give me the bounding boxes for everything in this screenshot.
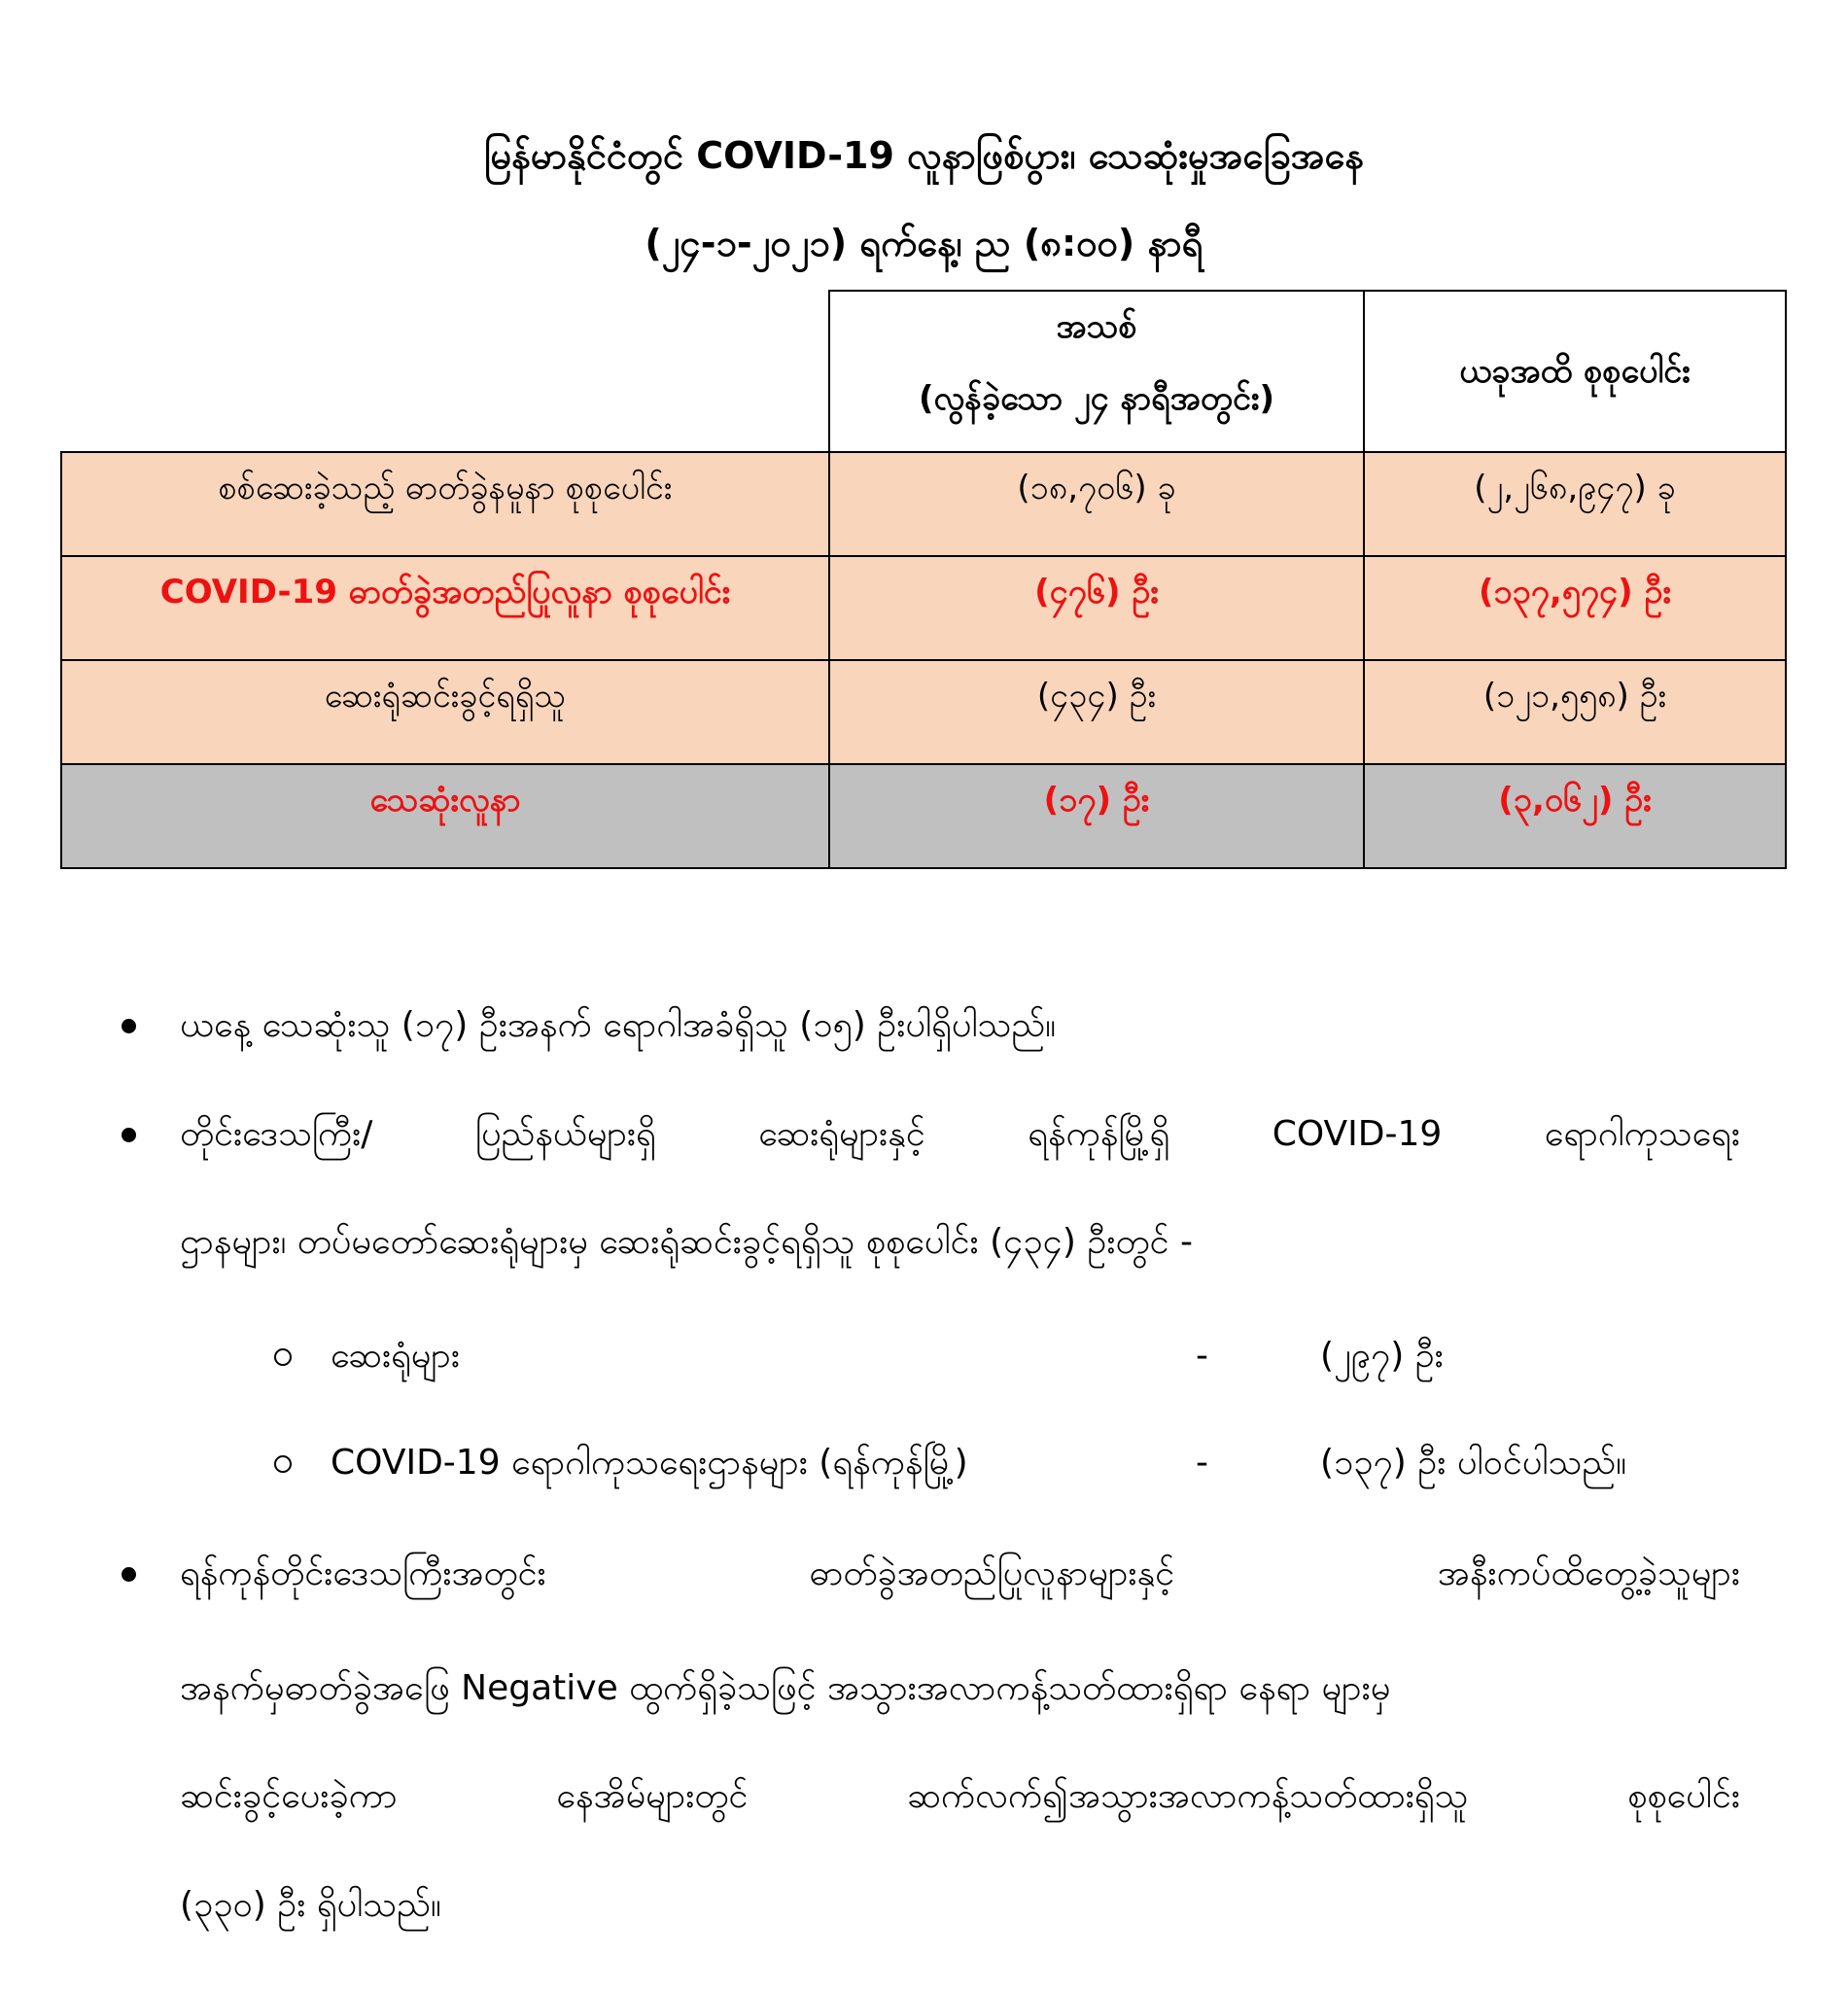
word: ဆေးရုံများနှင့် [758,1114,925,1154]
bullet-dot-icon [122,1128,136,1142]
row-new-value: (၄၇၆) ဦး [829,556,1364,660]
word: အနီးကပ်ထိတွေ့ခဲ့သူများ [1437,1554,1740,1593]
table-row [61,452,1786,556]
sub-bullet-circle-icon [274,1348,292,1366]
note-2-line-2: ဌာနများ၊ တပ်မတော်ဆေးရုံများမှ ဆေးရုံဆင်းခွင့်ရရှိသူ စုစုပေါင်း (၄၃၄) ဦးတွင် - [180,1222,1193,1262]
row-total-value: (၃,၀၆၂) ဦး [1364,764,1786,868]
word: နေအိမ်များတွင် [556,1776,749,1816]
row-total-value: (၁၃၇,၅၇၄) ဦး [1364,556,1786,660]
sub-item-1-dash: - [1196,1336,1208,1376]
header-total: ယခုအထိ စုစုပေါင်း [1364,291,1786,452]
bullet-dot-icon [122,1567,136,1582]
row-label: သေဆုံးလူနာ [61,764,829,868]
row-label: စစ်ဆေးခဲ့သည့် ဓာတ်ခွဲနမူနာ စုစုပေါင်း [61,452,829,556]
sub-item-2-label: COVID-19 ရောဂါကုသရေးဌာနများ (ရန်ကုန်မြို့) [331,1443,968,1483]
word: ပြည်နယ်များရှိ [474,1114,656,1154]
note-3-line-1 [180,1550,1740,1598]
sub-item-2-dash: - [1196,1443,1208,1483]
header-new-line1: အသစ် [1056,307,1137,346]
page-title: မြန်မာနိုင်ငံတွင် COVID-19 လူနာဖြစ်ပွား၊ သေဆုံးမှုအခြေအနေ [484,134,1364,177]
page-subtitle: (၂၄-၁-၂၀၂၁) ရက်နေ့၊ ည (၈:၀၀) နာရီ [645,222,1203,264]
note-2-line-1 [180,1110,1740,1159]
table-row [61,660,1786,764]
row-new-value: (၁၇) ဦး [829,764,1364,868]
table-row [61,764,1786,868]
word: ဓာတ်ခွဲအတည်ပြုလူနာများနှင့် [809,1554,1175,1593]
word: ရန်ကုန်တိုင်းဒေသကြီးအတွင်း [180,1554,546,1593]
word: တိုင်းဒေသကြီး/ [180,1114,373,1154]
row-total-value: (၁၂၁,၅၅၈) ဦး [1364,660,1786,764]
row-label: COVID-19 ဓာတ်ခွဲအတည်ပြုလူနာ စုစုပေါင်း [61,556,829,660]
row-label: ဆေးရုံဆင်းခွင့်ရရှိသူ [61,660,829,764]
word: ရောဂါကုသရေး [1544,1114,1740,1154]
word: COVID-19 [1272,1114,1443,1154]
table-row [61,556,1786,660]
note-1: ယနေ့ သေဆုံးသူ (၁၇) ဦးအနက် ရောဂါအခံရှိသူ (၁၅) ဦးပါရှိပါသည်။ [180,1005,1057,1045]
covid-stats-table [60,290,1787,869]
word: ဆင်းခွင့်ပေးခဲ့ကာ [180,1776,398,1816]
word: ရန်ကုန်မြို့ရှိ [1028,1114,1170,1154]
note-3-line-4: (၃၃၀) ဦး ရှိပါသည်။ [180,1885,441,1925]
word: ဆက်လက်၍အသွားအလာကန့်သတ်ထားရှိသူ [907,1776,1469,1816]
note-3-line-2: အနက်မှဓာတ်ခွဲအဖြေ Negative ထွက်ရှိခဲ့သဖြင့် အသွားအလာကန့်သတ်ထားရှိရာ နေရာ များမှ [180,1668,1391,1708]
word: စုစုပေါင်း [1627,1776,1740,1816]
note-3-line-3 [180,1772,1740,1821]
row-new-value: (၄၃၄) ဦး [829,660,1364,764]
sub-item-1-label: ဆေးရုံများ [331,1336,460,1376]
table-header-row [61,291,1786,452]
row-new-value: (၁၈,၇၀၆) ခု [829,452,1364,556]
sub-item-2-value: (၁၃၇) ဦး ပါဝင်ပါသည်။ [1320,1443,1627,1483]
header-new-cases [829,291,1364,452]
header-new-line2: (လွန်ခဲ့သော ၂၄ နာရီအတွင်း) [918,379,1275,418]
header-empty-cell [61,291,829,452]
bullet-dot-icon [122,1019,136,1033]
sub-bullet-circle-icon [274,1455,292,1473]
row-total-value: (၂,၂၆၈,၉၄၇) ခု [1364,452,1786,556]
sub-item-1-value: (၂၉၇) ဦး [1320,1336,1444,1376]
